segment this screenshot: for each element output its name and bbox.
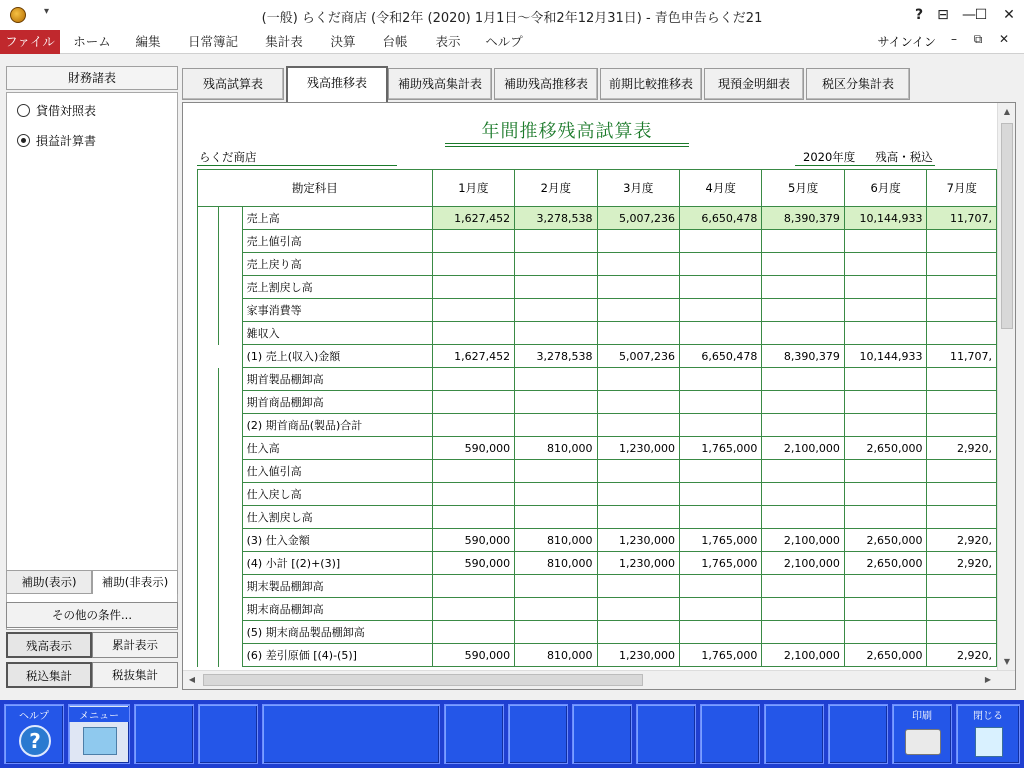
tax-excluded-button[interactable]: 税抜集計: [92, 662, 178, 688]
table-row: [198, 414, 997, 437]
report-area: [182, 102, 1016, 690]
month-value-cell[interactable]: [597, 598, 679, 621]
financial-statements-header: 財務諸表: [6, 66, 178, 90]
month-value-cell[interactable]: [432, 483, 514, 506]
tab-tax-category[interactable]: 税区分集計表: [806, 68, 910, 100]
month-value-cell[interactable]: [597, 276, 679, 299]
month-value-cell[interactable]: [679, 230, 761, 253]
radio-off-icon[interactable]: [17, 104, 30, 117]
menu-daily-bookkeeping[interactable]: 日常簿記: [187, 34, 238, 49]
year-underline: [795, 165, 935, 166]
month-value-cell[interactable]: 11,707,: [927, 207, 997, 230]
month-value-cell[interactable]: [927, 575, 997, 598]
month-value-cell[interactable]: [844, 276, 927, 299]
month-value-cell[interactable]: 6,650,478: [679, 345, 761, 368]
radio-balance-sheet[interactable]: [17, 101, 96, 119]
month-value-cell[interactable]: [762, 299, 844, 322]
month-value-cell[interactable]: [927, 322, 997, 345]
month-value-cell[interactable]: 2,920,: [927, 529, 997, 552]
year-info: [803, 149, 953, 165]
close-button[interactable]: ✕: [1003, 7, 1015, 23]
account-label[interactable]: 仕入高: [242, 437, 432, 460]
month-value-cell[interactable]: [927, 460, 997, 483]
month-value-cell[interactable]: [432, 621, 514, 644]
month-value-cell[interactable]: 1,230,000: [597, 552, 679, 575]
menu-key-label: メニュー: [69, 707, 129, 722]
table-row: [198, 345, 997, 368]
printer-icon: [905, 729, 941, 755]
month-value-cell[interactable]: [432, 391, 514, 414]
function-key-6[interactable]: [444, 704, 504, 764]
month-value-cell[interactable]: [679, 299, 761, 322]
month-value-cell[interactable]: [927, 414, 997, 437]
column-header: 4月度: [679, 170, 761, 207]
report-mode: 残高・税込: [875, 150, 933, 164]
menu-tally[interactable]: 集計表: [265, 34, 303, 49]
month-value-cell[interactable]: [762, 322, 844, 345]
function-key-bar: [0, 700, 1024, 768]
month-value-cell[interactable]: [515, 368, 597, 391]
column-header: 勘定科目: [198, 170, 433, 207]
month-value-cell[interactable]: 8,390,379: [762, 207, 844, 230]
group-bracket: [198, 345, 243, 368]
account-label[interactable]: 仕入割戻し高: [242, 506, 432, 529]
account-label[interactable]: 期末製品棚卸高: [242, 575, 432, 598]
close-key[interactable]: [956, 704, 1020, 764]
column-header: 7月度: [927, 170, 997, 207]
help-key[interactable]: [4, 704, 64, 764]
month-value-cell[interactable]: [515, 598, 597, 621]
month-value-cell[interactable]: [515, 483, 597, 506]
month-value-cell[interactable]: 590,000: [432, 437, 514, 460]
month-value-cell[interactable]: [597, 322, 679, 345]
month-value-cell[interactable]: 590,000: [432, 552, 514, 575]
trend-table: [197, 169, 997, 667]
tab-sub-balance-summary[interactable]: 補助残高集計表: [388, 68, 492, 100]
table-row: [198, 552, 997, 575]
scroll-right-icon[interactable]: ▶: [984, 675, 992, 684]
signin-link[interactable]: サインイン: [877, 35, 936, 49]
table-row: [198, 391, 997, 414]
month-value-cell[interactable]: [844, 414, 927, 437]
table-row: [198, 460, 997, 483]
scroll-up-icon[interactable]: ▲: [1003, 107, 1011, 116]
month-value-cell[interactable]: [844, 322, 927, 345]
month-value-cell[interactable]: [679, 621, 761, 644]
month-value-cell[interactable]: 3,278,538: [515, 345, 597, 368]
column-header: 1月度: [432, 170, 514, 207]
table-row: [198, 322, 997, 345]
table-row: [198, 621, 997, 644]
function-key-10[interactable]: [700, 704, 760, 764]
maximize-button[interactable]: ☐: [974, 7, 988, 23]
month-value-cell[interactable]: [762, 575, 844, 598]
account-label[interactable]: 仕入値引高: [242, 460, 432, 483]
column-header: 2月度: [515, 170, 597, 207]
month-value-cell[interactable]: 2,920,: [927, 644, 997, 667]
month-value-cell[interactable]: [844, 483, 927, 506]
account-label[interactable]: (1) 売上(収入)金額: [242, 345, 432, 368]
account-label[interactable]: 売上値引高: [242, 230, 432, 253]
month-value-cell[interactable]: [844, 598, 927, 621]
fiscal-year: 2020年度: [803, 150, 856, 164]
company-name: らくだ商店: [199, 150, 257, 164]
table-header-row: [198, 170, 997, 207]
print-key-label: 印刷: [912, 711, 932, 722]
menu-view[interactable]: 表示: [435, 34, 461, 49]
group-bracket: [219, 644, 242, 667]
quick-access-arrow-icon[interactable]: ▾: [44, 6, 50, 17]
title-underline: [445, 146, 689, 147]
horizontal-scrollbar[interactable]: [183, 670, 1016, 689]
month-value-cell[interactable]: [432, 230, 514, 253]
month-value-cell[interactable]: 1,765,000: [679, 437, 761, 460]
statement-list: [6, 92, 178, 630]
group-bracket: [219, 368, 242, 644]
month-value-cell[interactable]: [679, 414, 761, 437]
month-value-cell[interactable]: [597, 230, 679, 253]
month-value-cell[interactable]: [844, 460, 927, 483]
month-value-cell[interactable]: [432, 368, 514, 391]
month-value-cell[interactable]: 1,230,000: [597, 437, 679, 460]
account-label[interactable]: (4) 小計 [(2)+(3)]: [242, 552, 432, 575]
month-value-cell[interactable]: [679, 483, 761, 506]
left-panel: [4, 62, 180, 690]
table-row: [198, 483, 997, 506]
month-value-cell[interactable]: [762, 276, 844, 299]
month-value-cell[interactable]: [515, 322, 597, 345]
table-row: [198, 299, 997, 322]
function-key-3[interactable]: [134, 704, 194, 764]
month-value-cell[interactable]: [515, 299, 597, 322]
cumulative-display-button[interactable]: 累計表示: [92, 632, 178, 658]
table-row: [198, 598, 997, 621]
radio-label: 損益計算書: [36, 133, 97, 148]
month-value-cell[interactable]: [927, 299, 997, 322]
radio-on-icon[interactable]: [17, 134, 30, 147]
month-value-cell[interactable]: [515, 414, 597, 437]
month-value-cell[interactable]: [762, 460, 844, 483]
month-value-cell[interactable]: 2,100,000: [762, 552, 844, 575]
month-value-cell[interactable]: 3,278,538: [515, 207, 597, 230]
month-value-cell[interactable]: [679, 391, 761, 414]
horizontal-scroll-thumb[interactable]: [203, 674, 643, 686]
month-value-cell[interactable]: 590,000: [432, 644, 514, 667]
menu-bar: [0, 30, 1024, 54]
menu-home[interactable]: ホーム: [73, 34, 111, 49]
month-value-cell[interactable]: [515, 621, 597, 644]
other-conditions-button[interactable]: その他の条件...: [6, 602, 178, 628]
month-value-cell[interactable]: 1,765,000: [679, 552, 761, 575]
month-value-cell[interactable]: 10,144,933: [844, 207, 927, 230]
menu-help[interactable]: ヘルプ: [485, 34, 523, 49]
month-value-cell[interactable]: 2,100,000: [762, 437, 844, 460]
help-icon: ?: [19, 725, 51, 757]
month-value-cell[interactable]: [597, 460, 679, 483]
month-value-cell[interactable]: [844, 575, 927, 598]
month-value-cell[interactable]: [597, 414, 679, 437]
month-value-cell[interactable]: [844, 368, 927, 391]
ribbon-toggle-icon[interactable]: ⊟: [937, 7, 949, 23]
menu-edit[interactable]: 編集: [135, 34, 161, 49]
account-label[interactable]: 家事消費等: [242, 299, 432, 322]
month-value-cell[interactable]: [762, 368, 844, 391]
table-row: [198, 575, 997, 598]
report-canvas: [183, 103, 997, 671]
account-label[interactable]: 雑収入: [242, 322, 432, 345]
function-key-4[interactable]: [198, 704, 258, 764]
month-value-cell[interactable]: [432, 506, 514, 529]
doc-minimize-button[interactable]: –: [951, 32, 957, 46]
tab-sub-balance-trend[interactable]: 補助残高推移表: [494, 68, 598, 100]
month-value-cell[interactable]: [597, 621, 679, 644]
month-value-cell[interactable]: 1,230,000: [597, 644, 679, 667]
month-value-cell[interactable]: [762, 621, 844, 644]
title-underline: [445, 143, 689, 144]
function-key-12[interactable]: [828, 704, 888, 764]
month-value-cell[interactable]: [762, 506, 844, 529]
account-label[interactable]: (5) 期末商品製品棚卸高: [242, 621, 432, 644]
month-value-cell[interactable]: [515, 460, 597, 483]
month-value-cell[interactable]: [597, 506, 679, 529]
table-row: [198, 437, 997, 460]
month-value-cell[interactable]: 2,650,000: [844, 552, 927, 575]
month-value-cell[interactable]: 11,707,: [927, 345, 997, 368]
function-key-8[interactable]: [572, 704, 632, 764]
menu-icon: [83, 727, 117, 755]
month-value-cell[interactable]: [762, 483, 844, 506]
minimize-button[interactable]: —: [962, 7, 976, 23]
month-value-cell[interactable]: [432, 575, 514, 598]
report-title: 年間推移残高試算表: [481, 121, 653, 142]
month-value-cell[interactable]: [679, 368, 761, 391]
month-value-cell[interactable]: [762, 391, 844, 414]
radio-income-statement[interactable]: [17, 131, 96, 149]
group-bracket: [219, 207, 242, 345]
month-value-cell[interactable]: 5,007,236: [597, 207, 679, 230]
table-row: [198, 644, 997, 667]
month-value-cell[interactable]: [679, 253, 761, 276]
month-value-cell[interactable]: [762, 230, 844, 253]
month-value-cell[interactable]: [515, 253, 597, 276]
month-value-cell[interactable]: [844, 391, 927, 414]
function-key-11[interactable]: [764, 704, 824, 764]
month-value-cell[interactable]: [762, 414, 844, 437]
month-value-cell[interactable]: [927, 230, 997, 253]
table-row: [198, 207, 997, 230]
column-header: 3月度: [597, 170, 679, 207]
print-key[interactable]: [892, 704, 952, 764]
month-value-cell[interactable]: [844, 253, 927, 276]
month-value-cell[interactable]: [679, 276, 761, 299]
account-label[interactable]: 売上高: [242, 207, 432, 230]
month-value-cell[interactable]: 810,000: [515, 644, 597, 667]
month-value-cell[interactable]: [679, 460, 761, 483]
tab-prior-comparison[interactable]: 前期比較推移表: [600, 68, 702, 100]
month-value-cell[interactable]: 5,007,236: [597, 345, 679, 368]
radio-label: 貸借対照表: [36, 103, 97, 118]
vertical-scrollbar[interactable]: [997, 103, 1015, 671]
column-header: 5月度: [762, 170, 844, 207]
table-row: [198, 276, 997, 299]
menu-closing[interactable]: 決算: [330, 34, 356, 49]
month-value-cell[interactable]: 2,100,000: [762, 529, 844, 552]
tab-cash-deposit-detail[interactable]: 現預金明細表: [704, 68, 804, 100]
month-value-cell[interactable]: [844, 230, 927, 253]
month-value-cell[interactable]: 1,230,000: [597, 529, 679, 552]
month-value-cell[interactable]: 2,920,: [927, 552, 997, 575]
table-row: [198, 506, 997, 529]
month-value-cell[interactable]: 810,000: [515, 437, 597, 460]
help-key-label: ヘルプ: [19, 711, 49, 722]
close-key-label: 閉じる: [973, 711, 1003, 722]
account-label[interactable]: 売上割戻し高: [242, 276, 432, 299]
account-label[interactable]: 売上戻り高: [242, 253, 432, 276]
vertical-scroll-thumb[interactable]: [1001, 123, 1013, 329]
scroll-down-icon[interactable]: ▼: [1003, 657, 1011, 666]
month-value-cell[interactable]: 810,000: [515, 529, 597, 552]
month-value-cell[interactable]: [927, 276, 997, 299]
month-value-cell[interactable]: [927, 598, 997, 621]
month-value-cell[interactable]: 1,627,452: [432, 207, 514, 230]
table-row: [198, 368, 997, 391]
month-value-cell[interactable]: [762, 598, 844, 621]
function-key-5[interactable]: [262, 704, 440, 764]
month-value-cell[interactable]: [762, 253, 844, 276]
month-value-cell[interactable]: [432, 299, 514, 322]
group-bracket: [198, 207, 219, 345]
month-value-cell[interactable]: [432, 322, 514, 345]
account-label[interactable]: 期末商品棚卸高: [242, 598, 432, 621]
month-value-cell[interactable]: [927, 506, 997, 529]
account-label[interactable]: 期首製品棚卸高: [242, 368, 432, 391]
menu-ledger[interactable]: 台帳: [382, 34, 408, 49]
table-row: [198, 529, 997, 552]
month-value-cell[interactable]: 10,144,933: [844, 345, 927, 368]
month-value-cell[interactable]: 1,765,000: [679, 644, 761, 667]
month-value-cell[interactable]: 8,390,379: [762, 345, 844, 368]
month-value-cell[interactable]: [679, 575, 761, 598]
month-value-cell[interactable]: [679, 506, 761, 529]
group-bracket: [198, 368, 219, 667]
function-key-9[interactable]: [636, 704, 696, 764]
month-value-cell[interactable]: [844, 299, 927, 322]
month-value-cell[interactable]: [515, 506, 597, 529]
month-value-cell[interactable]: [432, 598, 514, 621]
table-row: [198, 230, 997, 253]
function-key-7[interactable]: [508, 704, 568, 764]
month-value-cell[interactable]: 810,000: [515, 552, 597, 575]
month-value-cell[interactable]: [844, 621, 927, 644]
window-title: (一般) らくだ商店 (令和2年 (2020) 1月1日～令和2年12月31日) - 青色申告らくだ21: [261, 11, 763, 26]
exit-door-icon: [975, 727, 1003, 757]
month-value-cell[interactable]: [927, 253, 997, 276]
month-value-cell[interactable]: 2,100,000: [762, 644, 844, 667]
tax-included-button[interactable]: 税込集計: [6, 662, 92, 688]
month-value-cell[interactable]: [515, 230, 597, 253]
month-value-cell[interactable]: 2,920,: [927, 437, 997, 460]
menu-key[interactable]: [68, 704, 130, 764]
menu-file[interactable]: ファイル: [0, 30, 60, 54]
balance-display-button[interactable]: 残高表示: [6, 632, 92, 658]
account-label[interactable]: (6) 差引原価 [(4)-(5)]: [242, 644, 432, 667]
month-value-cell[interactable]: [515, 575, 597, 598]
month-value-cell[interactable]: [597, 575, 679, 598]
title-bar: [0, 0, 1024, 30]
account-label[interactable]: 仕入戻し高: [242, 483, 432, 506]
month-value-cell[interactable]: [597, 253, 679, 276]
month-value-cell[interactable]: 6,650,478: [679, 207, 761, 230]
month-value-cell[interactable]: [597, 391, 679, 414]
month-value-cell[interactable]: [844, 506, 927, 529]
doc-restore-button[interactable]: ⧉: [973, 32, 983, 46]
month-value-cell[interactable]: 2,650,000: [844, 437, 927, 460]
scroll-left-icon[interactable]: ◀: [188, 675, 196, 684]
table-row: [198, 253, 997, 276]
company-underline: [197, 165, 397, 166]
tab-sub-show[interactable]: 補助(表示): [6, 570, 92, 594]
tab-sub-hide[interactable]: 補助(非表示): [92, 570, 178, 594]
month-value-cell[interactable]: [597, 299, 679, 322]
month-value-cell[interactable]: [927, 391, 997, 414]
month-value-cell[interactable]: [432, 276, 514, 299]
month-value-cell[interactable]: [679, 322, 761, 345]
month-value-cell[interactable]: 1,627,452: [432, 345, 514, 368]
doc-close-button[interactable]: ✕: [998, 32, 1010, 46]
month-value-cell[interactable]: 1,765,000: [679, 529, 761, 552]
month-value-cell[interactable]: 590,000: [432, 529, 514, 552]
month-value-cell[interactable]: [432, 414, 514, 437]
month-value-cell[interactable]: [927, 621, 997, 644]
month-value-cell[interactable]: [432, 460, 514, 483]
month-value-cell[interactable]: [679, 598, 761, 621]
month-value-cell[interactable]: [927, 483, 997, 506]
month-value-cell[interactable]: [927, 368, 997, 391]
tab-trial-balance[interactable]: 残高試算表: [182, 68, 284, 100]
month-value-cell[interactable]: [597, 483, 679, 506]
month-value-cell[interactable]: [597, 368, 679, 391]
report-tabs: [182, 66, 1022, 102]
help-icon[interactable]: ?: [914, 7, 924, 23]
account-label[interactable]: 期首商品棚卸高: [242, 391, 432, 414]
month-value-cell[interactable]: 2,650,000: [844, 529, 927, 552]
month-value-cell[interactable]: [432, 253, 514, 276]
column-header: 6月度: [844, 170, 927, 207]
month-value-cell[interactable]: 2,650,000: [844, 644, 927, 667]
month-value-cell[interactable]: [515, 276, 597, 299]
account-label[interactable]: (3) 仕入金額: [242, 529, 432, 552]
account-label[interactable]: (2) 期首商品(製品)合計: [242, 414, 432, 437]
tab-balance-trend[interactable]: 残高推移表: [286, 66, 388, 102]
month-value-cell[interactable]: [515, 391, 597, 414]
